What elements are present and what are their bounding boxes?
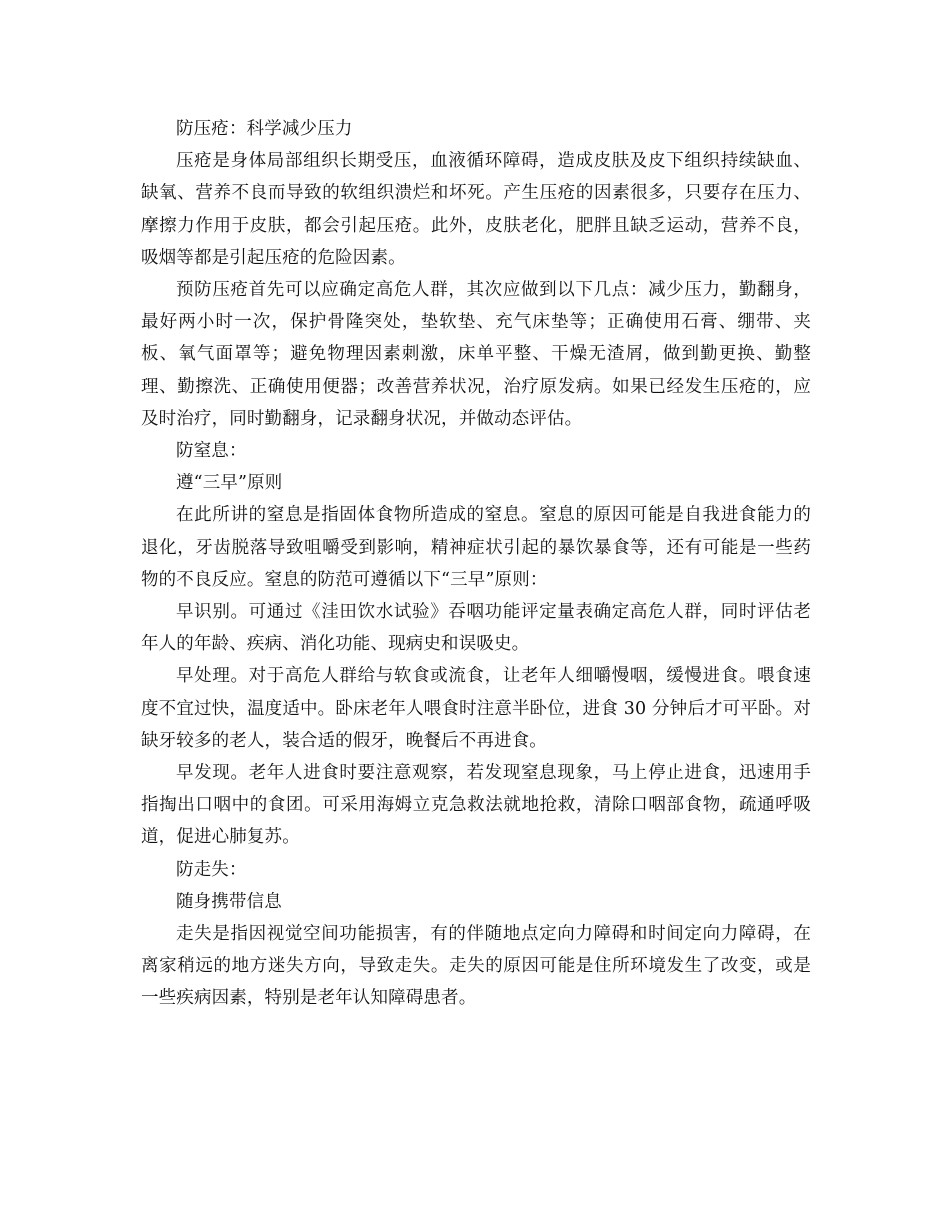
heading-suffocation: 防窒息： <box>176 441 247 462</box>
paragraph-early-handling: 早处理。对于高危人群给与软食或流食，让老年人细嚼慢咽，缓慢进食。喂食速度不宜过快，温度适中。卧床老年人喂食时注意半卧位，进食 30 分钟后才可平卧。对缺牙较多的老人，装合适的假牙，晚餐后不再进食。 <box>141 666 811 751</box>
paragraph-wandering-definition: 走失是指因视觉空间功能损害，有的伴随地点定向力障碍和时间定向力障碍，在离家稍远的地方迷失方向，导致走失。走失的原因可能是住所环境发生了改变，或是一些疾病因素，特别是老年认知障碍患者。 <box>141 924 811 1009</box>
paragraph-early-identification: 早识别。可通过《洼田饮水试验》吞咽功能评定量表确定高危人群，同时评估老年人的年龄、疾病、消化功能、现病史和误吸史。 <box>141 602 811 655</box>
paragraph-pressure-sore-prevention: 预防压疮首先可以应确定高危人群，其次应做到以下几点：减少压力，勤翻身，最好两小时一次，保护骨隆突处，垫软垫、充气床垫等；正确使用石膏、绷带、夹板、氧气面罩等；避免物理因素刺激，床单平整、干燥无渣屑，做到勤更换、勤整理、勤擦洗、正确使用便器；改善营养状况，治疗原发病。如果已经发生压疮的，应及时治疗，同时勤翻身，记录翻身状况，并做动态评估。 <box>141 280 811 429</box>
subheading-carry-info: 随身携带信息 <box>176 891 282 912</box>
heading-pressure-sore: 防压疮：科学减少压力 <box>176 119 353 139</box>
paragraph-suffocation-causes: 在此所讲的窒息是指固体食物所造成的窒息。窒息的原因可能是自我进食能力的退化，牙齿脱落导致咀嚼受到影响，精神症状引起的暴饮暴食等，还有可能是一些药物的不良反应。窒息的防范可遵循以下“三早”原则： <box>141 505 811 590</box>
paragraph-pressure-sore-definition: 压疮是身体局部组织长期受压，血液循环障碍，造成皮肤及皮下组织持续缺血、缺氧、营养不良而导致的软组织溃烂和坏死。产生压疮的因素很多，只要存在压力、摩擦力作用于皮肤，都会引起压疮。此外，皮肤老化，肥胖且缺乏运动，营养不良，吸烟等都是引起压疮的危险因素。 <box>141 151 811 268</box>
document-body <box>141 113 811 1015</box>
heading-wandering: 防走失： <box>176 859 247 880</box>
paragraph-early-detection: 早发现。老年人进食时要注意观察，若发现窒息现象，马上停止进食，迅速用手指掏出口咽中的食团。可采用海姆立克急救法就地抢救，清除口咽部食物，疏通呼吸道，促进心肺复苏。 <box>141 763 811 848</box>
subheading-three-early: 遵“三早”原则 <box>176 473 283 494</box>
